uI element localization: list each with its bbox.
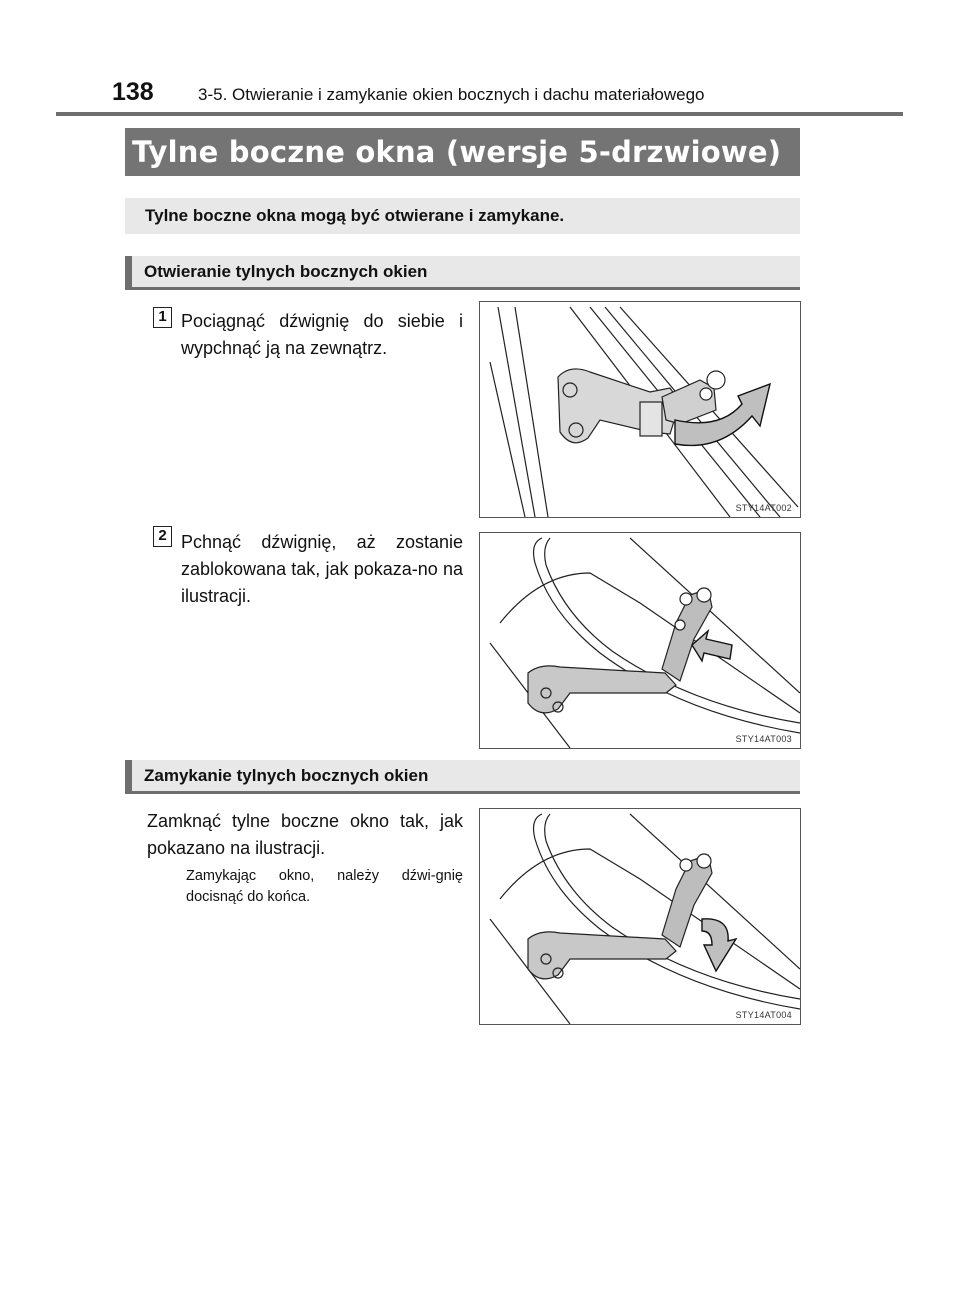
closing-note: Zamykając okno, należy dźwi-gnię docisnąć do końca. [186,868,463,905]
figure-code: STY14AT002 [735,503,792,513]
figure-code: STY14AT004 [735,1010,792,1020]
closing-text: Zamknąć tylne boczne okno tak, jak pokazano na ilustracji. [147,811,463,858]
header-rule [56,112,903,116]
step-number-2: 2 [153,526,172,547]
page-number: 138 [112,78,154,106]
page-title: Tylne boczne okna (wersje 5-drzwiowe) [125,128,800,176]
figure-lever-close [479,808,801,1025]
figure-lever-lock [479,532,801,749]
lead-box: Tylne boczne okna mogą być otwierane i zamykane. [125,198,800,234]
step-1-text: Pociągnąć dźwignię do siebie i wypchnąć ją na zewnątrz. [181,311,463,358]
chapter-title: 3-5. Otwieranie i zamykanie okien bocznych i dachu materiałowego [198,85,705,104]
lever-lock-illustration [480,533,801,749]
section-heading-opening: Otwieranie tylnych bocznych okien [125,256,800,290]
lever-close-illustration [480,809,801,1025]
section-heading-closing: Zamykanie tylnych bocznych okien [125,760,800,794]
figure-code: STY14AT003 [735,734,792,744]
step-number-1: 1 [153,307,172,328]
step-2-text: Pchnąć dźwignię, aż zostanie zablokowana tak, jak pokaza-no na ilustracji. [181,532,463,606]
lever-pull-illustration [480,302,801,518]
figure-lever-pull [479,301,801,518]
